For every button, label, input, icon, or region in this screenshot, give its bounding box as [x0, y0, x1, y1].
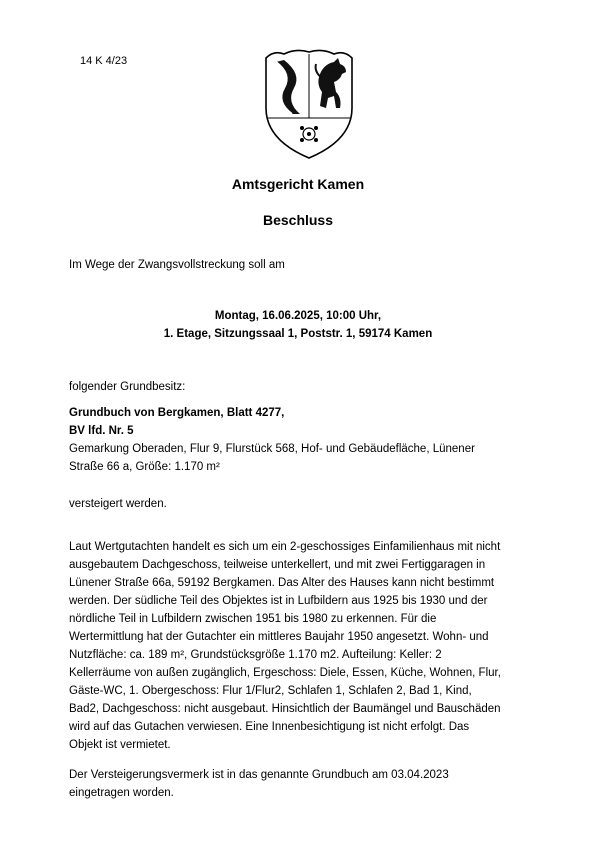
- vermerk-paragraph: [69, 766, 539, 802]
- description-line: Lünener Straße 66a, 59192 Bergkamen. Das Alter des Hauses kann nicht bestimmt: [69, 577, 495, 589]
- vermerk-line: Der Versteigerungsvermerk ist in das genannte Grundbuch am 03.04.2023: [69, 769, 449, 781]
- description-line: wird auf das Gutachen verwiesen. Eine Innenbesichtigung ist nicht erfolgt. Das: [69, 721, 470, 733]
- description-line: Nutzfläche: ca. 189 m², Grundstücksgröße 1.170 m2. Aufteilung: Keller: 2: [69, 649, 442, 661]
- description-line: Laut Wertgutachten handelt es sich um ein 2-geschossiges Einfamilienhaus mit nicht: [69, 541, 501, 553]
- description-line: Wertermittlung hat der Gutachter ein mittleres Baujahr 1950 angesetzt. Wohn- und: [69, 631, 489, 643]
- vermerk-line: eingetragen worden.: [69, 787, 174, 799]
- coat-of-arms-icon: [262, 48, 356, 160]
- description-line: ausgebautem Dachgeschoss, teilweise unterkellert, und mit zwei Fertiggaragen in: [69, 559, 486, 571]
- description-line: werden. Der südliche Teil des Objektes ist in Lufbildern aus 1925 bis 1930 und der: [69, 595, 488, 607]
- description-line: Kellerräume von außen zugänglich, Ergeschoss: Diele, Essen, Küche, Wohnen, Flur,: [69, 667, 501, 679]
- grundbuch-line: Grundbuch von Bergkamen, Blatt 4277,: [69, 407, 285, 419]
- description-line: Bad2, Dachgeschoss: nicht ausgebaut. Hinsichtlich der Baumängel und Bauschäden: [69, 703, 501, 715]
- versteigert-text: versteigert werden.: [69, 498, 167, 510]
- case-number: 14 K 4/23: [80, 55, 128, 67]
- auction-date: Montag, 16.06.2025, 10:00 Uhr,: [214, 310, 382, 322]
- description-line: Objekt ist vermietet.: [69, 739, 171, 751]
- gemarkung-line-1: Gemarkung Oberaden, Flur 9, Flurstück 568, Hof- und Gebäudefläche, Lünener: [69, 443, 475, 455]
- document-title: Beschluss: [262, 212, 334, 228]
- intro-text: Im Wege der Zwangsvollstreckung soll am: [69, 259, 285, 271]
- property-intro: folgender Grundbesitz:: [69, 381, 186, 393]
- description-line: Gäste-WC, 1. Obergeschoss: Flur 1/Flur2, Schlafen 1, Schlafen 2, Bad 1, Kind,: [69, 685, 472, 697]
- auction-venue: 1. Etage, Sitzungssaal 1, Poststr. 1, 59174 Kamen: [163, 328, 433, 340]
- court-name: Amtsgericht Kamen: [231, 176, 365, 192]
- description-line: nördliche Teil in Lufbildern zwischen 1951 bis 1980 zu erkennen. Für die: [69, 613, 437, 625]
- description-paragraph: [69, 538, 539, 754]
- gemarkung-line-2: Straße 66 a, Größe: 1.170 m²: [69, 461, 220, 473]
- bv-line: BV lfd. Nr. 5: [69, 425, 134, 437]
